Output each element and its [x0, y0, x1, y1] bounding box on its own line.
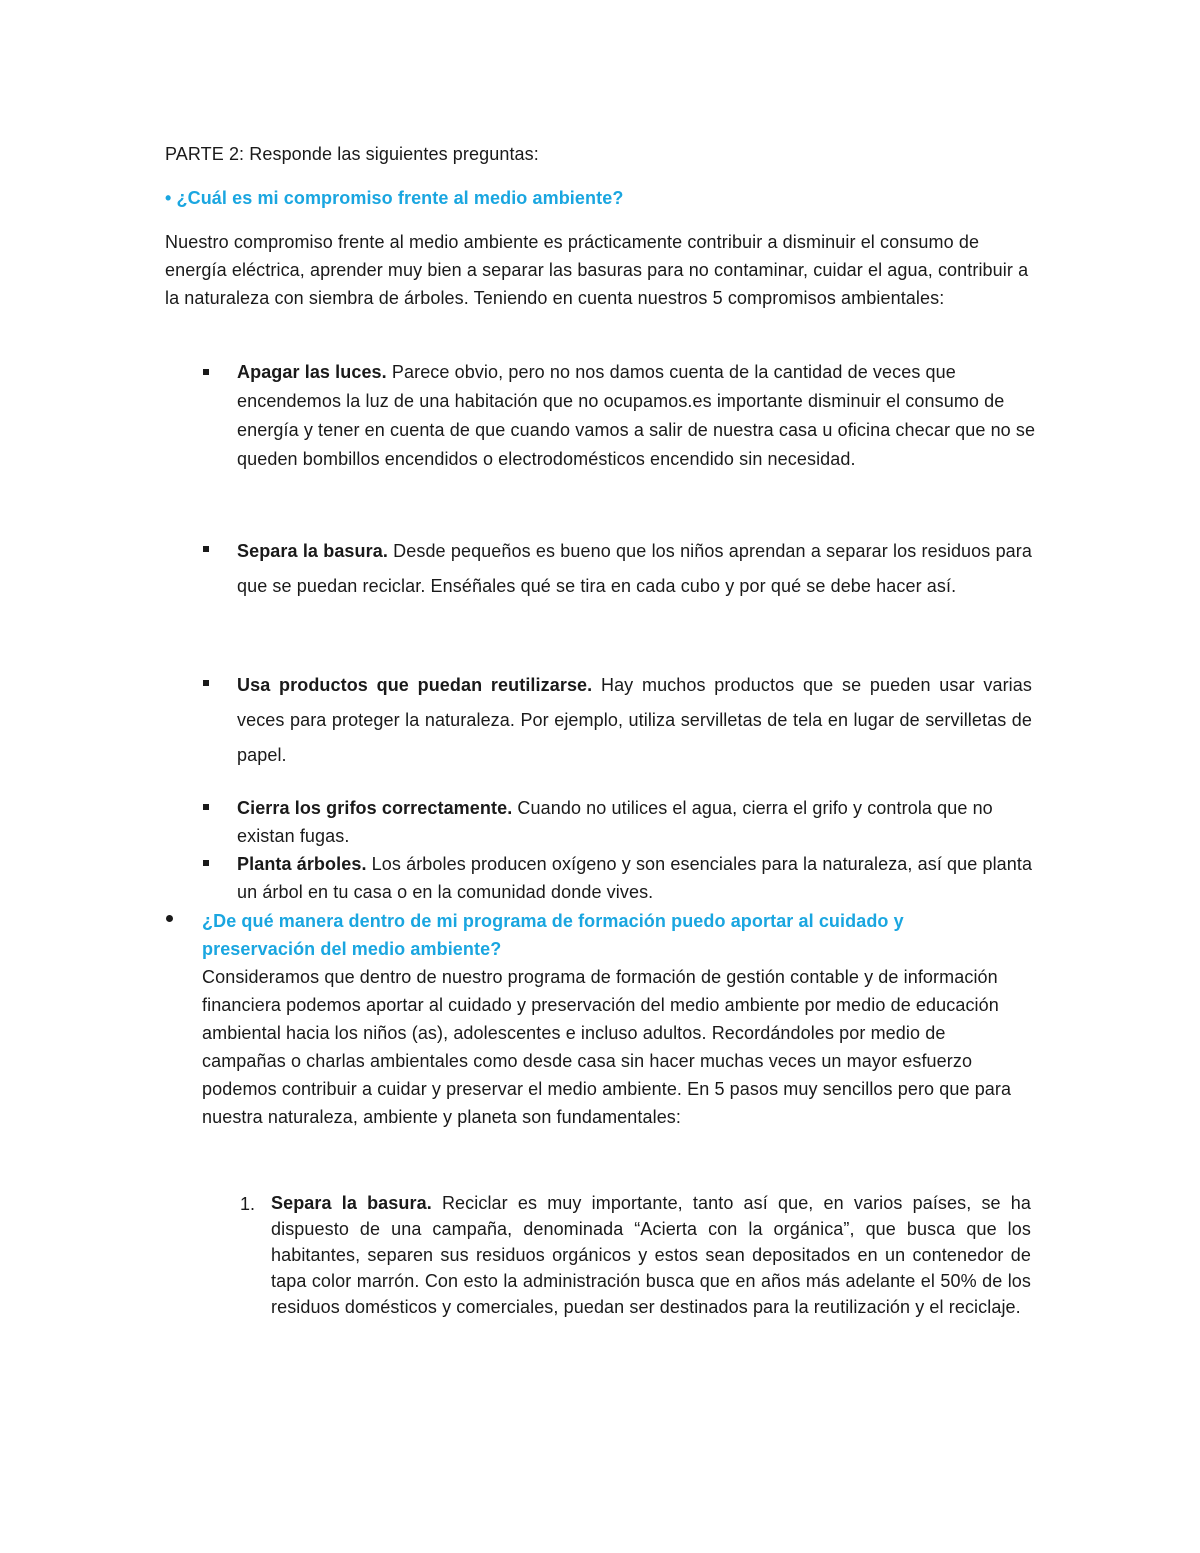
square-bullet-icon	[203, 860, 209, 866]
answer-1-paragraph: Nuestro compromiso frente al medio ambiente es prácticamente contribuir a disminuir el consumo de energía eléctrica, aprender muy bien a separar las basuras para no contaminar, cuidar el agua, contribuir a la naturaleza con siembra de árboles. Teniendo en cuenta nuestros 5 compromisos ambientales:	[165, 232, 1029, 308]
commitment-text: Los árboles producen oxígeno y son esenciales para la naturaleza, así que planta un árbol en tu casa o en la comunidad donde vives.	[237, 854, 1033, 902]
commitment-item	[237, 534, 1032, 604]
commitment-title: Separa la basura.	[237, 541, 388, 561]
square-bullet-icon	[203, 804, 209, 810]
step-number: 1.	[240, 1194, 256, 1214]
commitment-text: Cuando no utilices el agua, cierra el grifo y controla que no existan fugas.	[237, 798, 993, 846]
commitment-title: Cierra los grifos correctamente.	[237, 798, 513, 818]
part-title: PARTE 2: Responde las siguientes preguntas:	[165, 144, 539, 164]
question-1-text: ¿Cuál es mi compromiso frente al medio ambiente?	[176, 188, 624, 208]
question-2: ¿De qué manera dentro de mi programa de formación puedo aportar al cuidado y preservación del medio ambiente?	[202, 911, 904, 959]
question-1	[165, 184, 1065, 212]
square-bullet-icon	[203, 680, 209, 686]
commitment-item	[237, 794, 1037, 850]
answer-2-paragraph: Consideramos que dentro de nuestro programa de formación de gestión contable y de información financiera podemos aportar al cuidado y preservación del medio ambiente por medio de educación ambiental hacia los niños (as), adolescentes e incluso adultos. Recordándoles por medio de campañas o charlas ambientales como desde casa sin hacer muchas veces un mayor esfuerzo podemos contribuir a cuidar y preservar el medio ambiente. En 5 pasos muy sencillos pero que para nuestra naturaleza, ambiente y planeta son fundamentales:	[202, 967, 1012, 1127]
commitment-title: Usa productos que puedan reutilizarse.	[237, 675, 593, 695]
commitment-item	[237, 668, 1032, 773]
step-title: Separa la basura.	[271, 1193, 432, 1213]
square-bullet-icon	[203, 546, 209, 552]
commitment-text: Hay muchos productos que se pueden usar varias veces para proteger la naturaleza. Por ejemplo, utiliza servilletas de tela en lugar de servilletas de papel.	[237, 675, 1032, 765]
commitment-title: Planta árboles.	[237, 854, 367, 874]
step-text: Reciclar es muy importante, tanto así que, en varios países, se ha dispuesto de una campaña, denominada “Acierta con la orgánica”, que busca que los habitantes, separen sus residuos orgánicos y estos sean depositados en un contenedor de tapa color marrón. Con esto la administración busca que en años más adelante el 50% de los residuos domésticos y comerciales, puedan ser destinados para la reutilización y el reciclaje.	[271, 1193, 1032, 1317]
step-item	[271, 1190, 1031, 1320]
commitment-title: Apagar las luces.	[237, 362, 387, 382]
commitment-item	[237, 358, 1037, 474]
commitment-text: Desde pequeños es bueno que los niños aprendan a separar los residuos para que se puedan reciclar. Enséñales qué se tira en cada cubo y por qué se debe hacer así.	[237, 541, 1032, 596]
question-1-bullet: •	[165, 188, 172, 208]
bullet-dot-icon	[166, 915, 173, 922]
square-bullet-icon	[203, 369, 209, 375]
commitment-item	[237, 850, 1037, 906]
commitment-text: Parece obvio, pero no nos damos cuenta de la cantidad de veces que encendemos la luz de una habitación que no ocupamos.es importante disminuir el consumo de energía y tener en cuenta de que cuando vamos a salir de nuestra casa u oficina checar que no se queden bombillos encendidos o electrodomésticos encendido sin necesidad.	[237, 362, 1036, 469]
